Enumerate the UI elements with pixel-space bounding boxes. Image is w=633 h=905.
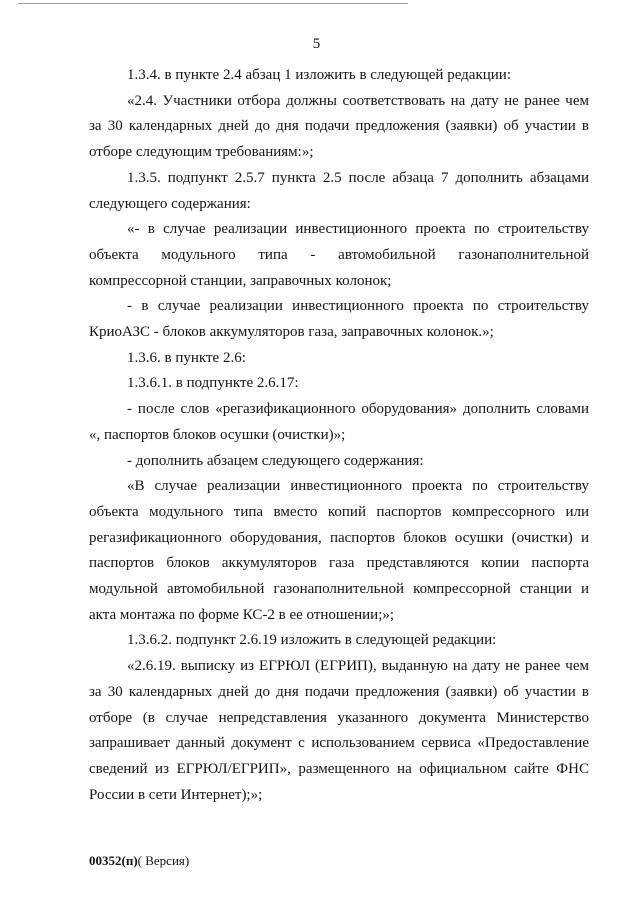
paragraph-krioazs: - в случае реализации инвестиционного проекта по строительству КриоАЗС - блоков аккумуляторов газа, заправочных колонок.»;: [89, 298, 589, 341]
page-number: 5: [312, 36, 321, 52]
paragraph-1-3-4: 1.3.4. в пункте 2.4 абзац 1 изложить в следующей редакции:: [127, 67, 511, 83]
paragraph-quote-2-4: «2.4. Участники отбора должны соответствовать на дату не ранее чем за 30 календарных дней до дня подачи предложения (заявки) об участии в отборе следующим требованиям:»;: [89, 92, 589, 161]
scan-edge-line: [18, 3, 408, 4]
document-footer: [89, 853, 189, 869]
footer-version: ( Версия): [137, 853, 190, 868]
paragraph-quote-modular: «В случае реализации инвестиционного проекта по строительству объекта модульного типа вместо копий паспортов компрессорного или регазификационного оборудования, паспортов блоков осушки (очистки) и паспортов блоков аккумуляторов газа представляются копии паспорта модульной автомобильной газонаполнительной компрессорной станции и акта монтажа по форме КС-2 в ее отношении;»;: [89, 478, 589, 623]
paragraph-1-3-5: 1.3.5. подпункт 2.5.7 пункта 2.5 после абзаца 7 дополнить абзацами следующего содержания:: [89, 169, 589, 212]
paragraph-1-3-6-1: 1.3.6.1. в подпункте 2.6.17:: [127, 375, 299, 392]
document-body: [89, 63, 589, 808]
paragraph-modular-object: «- в случае реализации инвестиционного проекта по строительству объекта модульного типа - автомобильной газонаполнительной компрессорной станции, заправочных колонок;: [89, 221, 589, 289]
paragraph-quote-2-6-19: «2.6.19. выписку из ЕГРЮЛ (ЕГРИП), выданную на дату не ранее чем за 30 календарных дней до дня подачи предложения (заявки) об участии в отборе (в случае непредставления указанного документа Министерство запрашивает данный документ с использованием сервиса «Предоставление сведений из ЕГРЮЛ/ЕГРИП», размещенного на официальном сайте ФНС России в сети Интернет);»;: [89, 658, 589, 803]
paragraph-1-3-6-2: 1.3.6.2. подпункт 2.6.19 изложить в следующей редакции:: [127, 632, 497, 649]
paragraph-after-words: - после слов «регазификационного оборудования» дополнить словами «, паспортов блоков осушки (очистки)»;: [89, 401, 589, 443]
paragraph-1-3-6: 1.3.6. в пункте 2.6:: [127, 349, 246, 366]
paragraph-add-abzac: - дополнить абзацем следующего содержания:: [127, 452, 424, 469]
footer-code: 00352(п): [89, 853, 138, 868]
